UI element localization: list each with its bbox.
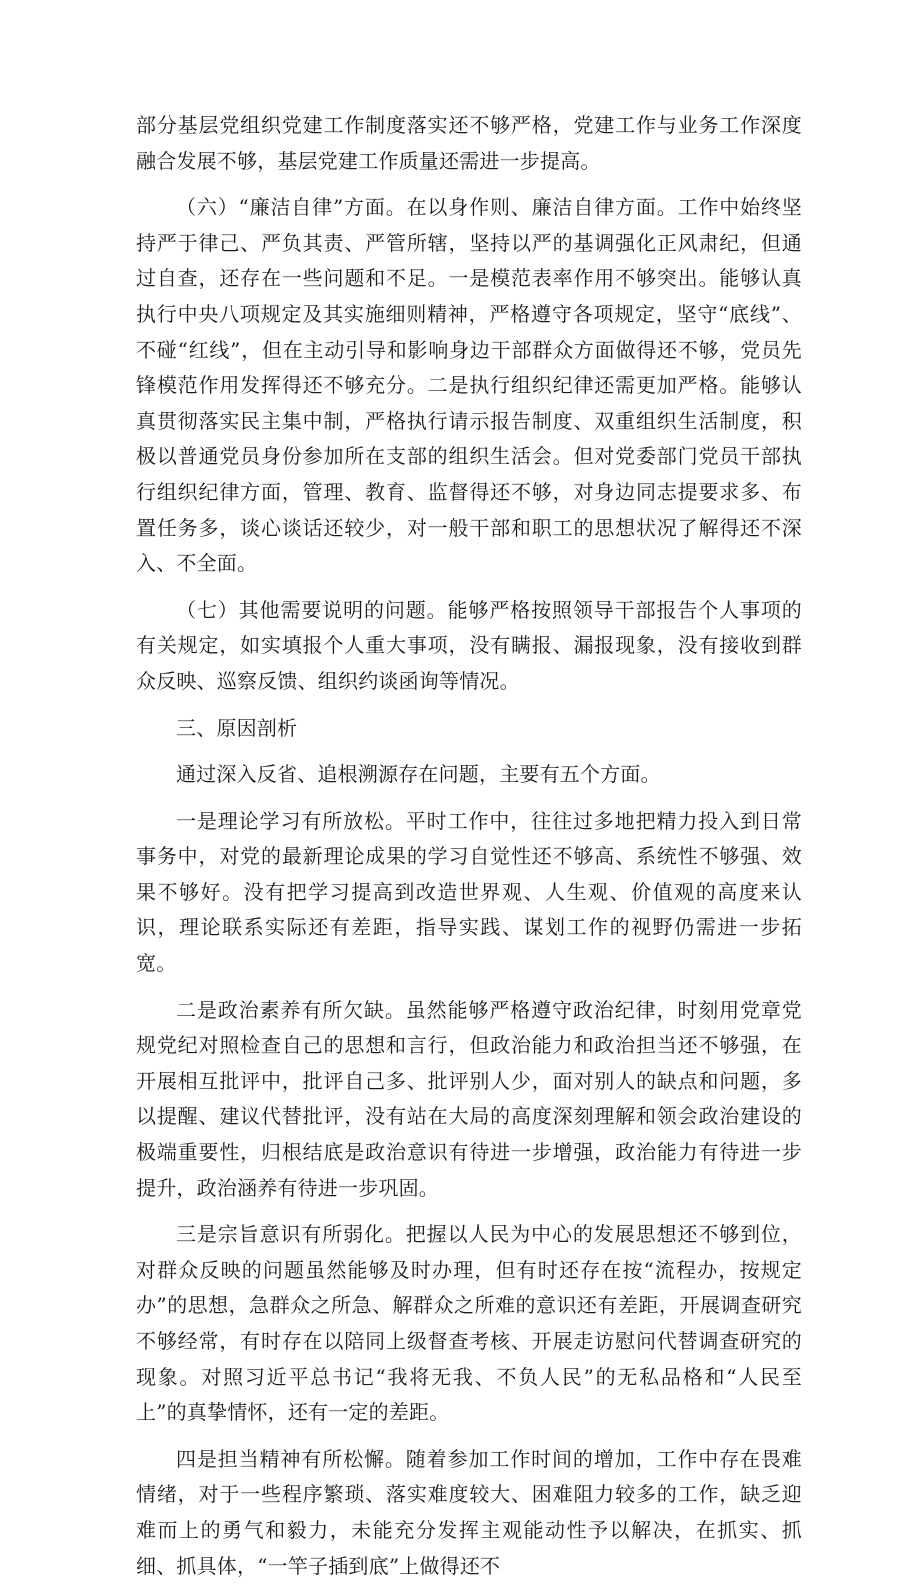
paragraph-integrity-self-discipline: （六）“廉洁自律”方面。在以身作则、廉洁自律方面。工作中始终坚持严于律己、严负其责、严管所辖，坚持以严的基调强化正风肃纪，但通过自查，还存在一些问题和不足。一是模范表率作用不够突出。能够认真执行中央八项规定及其实施细则精神，严格遵守各项规定，坚守“底线”、不碰“红线”，但在主动引导和影响身边干部群众方面做得还不够，党员先锋模范作用发挥得还不够充分。二是执行组织纪律还需更加严格。能够认真贯彻落实民主集中制，严格执行请示报告制度、双重组织生活制度，积极以普通党员身份参加所在支部的组织生活会。但对党委部门党员干部执行组织纪律方面，管理、教育、监督得还不够，对身边同志提要求多、布置任务多，谈心谈话还较少，对一般干部和职工的思想状况了解得还不深入、不全面。 — [136, 195, 802, 576]
paragraph-cause-intro: 通过深入反省、追根溯源存在问题，主要有五个方面。 — [176, 762, 661, 787]
paragraph-cause-purpose-awareness: 三是宗旨意识有所弱化。把握以人民为中心的发展思想还不够到位，对群众反映的问题虽然能够及时办理，但有时还存在按“流程办，按规定办”的思想，急群众之所急、解群众之所难的意识还有差距，开展调查研究不够经常，有时存在以陪同上级督查考核、开展走访慰问代替调查研究的现象。对照习近平总书记“我将无我、不负人民”的无私品格和“人民至上”的真挚情怀，还有一定的差距。 — [136, 1222, 802, 1425]
section-heading-cause-analysis: 三、原因剖析 — [176, 715, 298, 740]
paragraph-cause-responsibility: 四是担当精神有所松懈。随着参加工作时间的增加，工作中存在畏难情绪，对于一些程序繁琐、落实难度较大、困难阻力较多的工作，缺乏迎难而上的勇气和毅力，未能充分发挥主观能动性予以解决，在抓实、抓细、抓具体，“一竿子插到底”上做得还不 — [136, 1446, 802, 1578]
paragraph-cause-political-literacy: 二是政治素养有所欠缺。虽然能够严格遵守政治纪律，时刻用党章党规党纪对照检查自己的思想和言行，但政治能力和政治担当还不够强，在开展相互批评中，批评自己多、批评别人少，面对别人的缺点和问题，多以提醒、建议代替批评，没有站在大局的高度深刻理解和领会政治建设的极端重要性，归根结底是政治意识有待进一步增强，政治能力有待进一步提升，政治涵养有待进一步巩固。 — [136, 997, 802, 1200]
paragraph-cause-theory-study: 一是理论学习有所放松。平时工作中，往往过多地把精力投入到日常事务中，对党的最新理论成果的学习自觉性还不够高、系统性不够强、效果不够好。没有把学习提高到改造世界观、人生观、价值观的高度来认识，理论联系实际还有差距，指导实践、谋划工作的视野仍需进一步拓宽。 — [136, 808, 802, 976]
paragraph-party-building: 部分基层党组织党建工作制度落实还不够严格，党建工作与业务工作深度融合发展不够，基层党建工作质量还需进一步提高。 — [136, 113, 802, 173]
paragraph-other-issues: （七）其他需要说明的问题。能够严格按照领导干部报告个人事项的有关规定，如实填报个人重大事项，没有瞒报、漏报现象，没有接收到群众反映、巡察反馈、组织约谈函询等情况。 — [136, 597, 802, 693]
document-body — [136, 108, 802, 1595]
